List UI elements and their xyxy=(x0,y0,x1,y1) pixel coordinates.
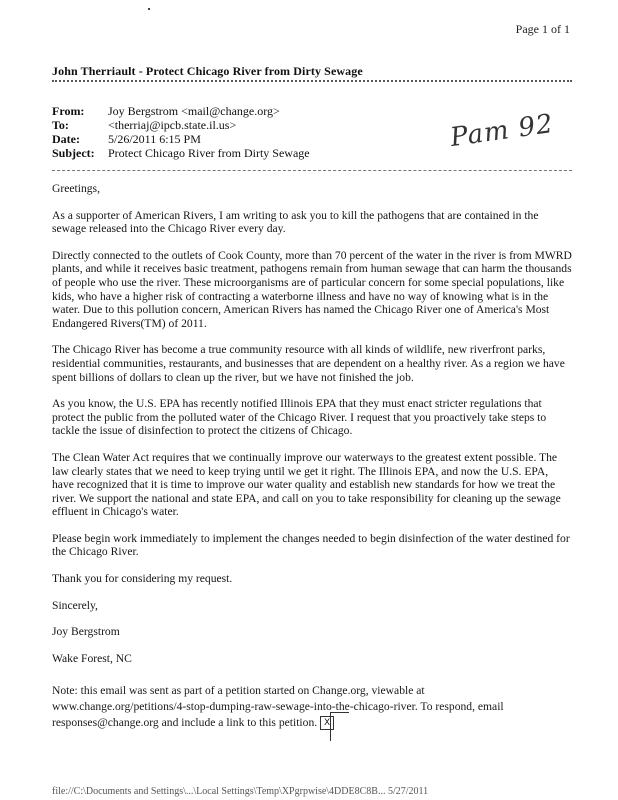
scan-speck xyxy=(148,8,150,10)
subject-row xyxy=(52,146,310,160)
subject-value: Protect Chicago River from Dirty Sewage xyxy=(108,146,310,160)
from-label: From: xyxy=(52,104,85,118)
to-label: To: xyxy=(52,118,69,132)
from-row xyxy=(52,104,310,118)
body-paragraph: Please begin work immediately to implement the changes needed to begin disinfection of the water destined for the Chicago River. xyxy=(52,531,570,559)
note-line: Note: this email was sent as part of a petition started on Change.org, viewable at xyxy=(52,684,425,697)
body-paragraph: Thank you for considering my request. xyxy=(52,572,233,586)
body-paragraph: The Chicago River has become a true community resource with all kinds of wildlife, new riverfront parks, residential communities, restaurants, and businesses that are dependent on a healthy river. As a region we have spent billions of dollars to clean up the river, but we have not finished the job. xyxy=(52,343,565,384)
body-paragraph: Directly connected to the outlets of Cook County, more than 70 percent of the water in the river is from MWRD plants, and while it receives basic treatment, pathogens remain from human sewage that can harm the thousands of people who use the river. These microorganisms are of particular concern for some special populations, like kids, who have a higher risk of contracting a waterborne illness and have no way of knowing what is in the water. Due to this pollution concern, American Rivers has named the Chicago River one of America's Most Endangered Rivers(TM) of 2011. xyxy=(52,248,572,330)
email-title: John Therriault - Protect Chicago River from Dirty Sewage xyxy=(52,64,363,78)
date-row xyxy=(52,132,310,146)
email-header xyxy=(52,104,310,160)
body-paragraph: The Clean Water Act requires that we continually improve our waterways to the greatest extent possible. The law clearly states that we need to keep trying until we get it right. The Illinois EPA, and now the U.S. EPA, have recognized that it is time to improve our water quality and establish new standards for how we treat the river. We support the national and state EPA, and call on you to take responsibility for cleaning up the sewage effluent in Chicago's water. xyxy=(52,450,561,519)
page-number: Page 1 of 1 xyxy=(515,22,570,36)
handwritten-annotation: Pam 92 xyxy=(448,108,556,154)
signature-name: Joy Bergstrom xyxy=(52,625,120,639)
to-row xyxy=(52,118,310,132)
header-divider xyxy=(52,170,572,171)
date-value: 5/26/2011 6:15 PM xyxy=(108,132,201,146)
greeting: Greetings, xyxy=(52,182,100,195)
body-paragraph: As you know, the U.S. EPA has recently notified Illinois EPA that they must enact stricter regulations that protect the public from the polluted water of the Chicago River. I request that you proactively take steps to tackle the issue of disinfection to protect the citizens of Chicago. xyxy=(52,397,547,438)
image-frame xyxy=(330,712,349,741)
to-value: <therriaj@ipcb.state.il.us> xyxy=(108,118,237,132)
email-body xyxy=(52,182,572,678)
closing: Sincerely, xyxy=(52,598,98,612)
petition-note xyxy=(52,683,572,731)
print-footer: file://C:\Documents and Settings\...\Local Settings\Temp\XPgrpwise\4DDE8C8B... 5/27/2011 xyxy=(52,786,429,797)
note-line-text: responses@change.org and include a link to this petition. xyxy=(52,716,318,729)
broken-image-icon: X xyxy=(320,716,334,730)
signature-location: Wake Forest, NC xyxy=(52,651,132,665)
note-line xyxy=(52,715,572,731)
body-paragraph: As a supporter of American Rivers, I am writing to ask you to kill the pathogens that are contained in the sewage released into the Chicago River every day. xyxy=(52,208,539,236)
note-line: www.change.org/petitions/4-stop-dumping-raw-sewage-into-the-chicago-river. To respond, email xyxy=(52,700,504,713)
from-value: Joy Bergstrom <mail@change.org> xyxy=(108,104,280,118)
date-label: Date: xyxy=(52,132,80,146)
subject-label: Subject: xyxy=(52,146,95,160)
title-divider xyxy=(52,80,572,82)
